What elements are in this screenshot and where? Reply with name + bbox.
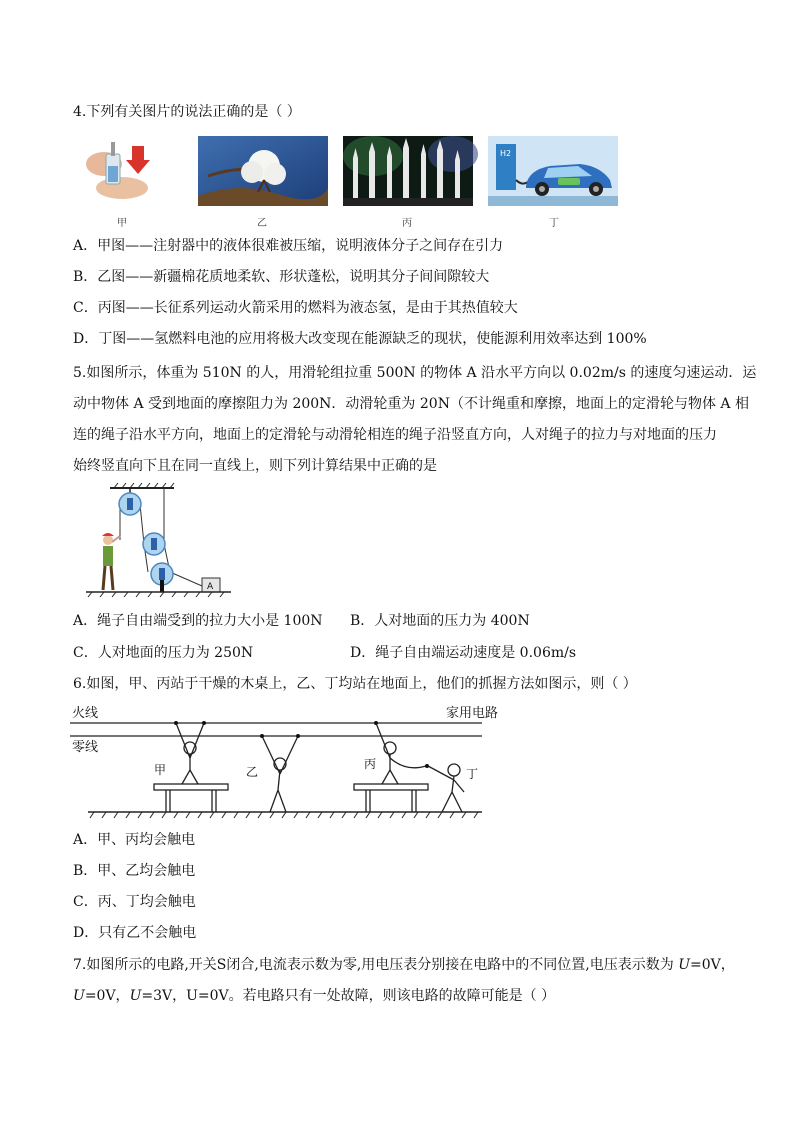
q4-stem: 4.下列有关图片的说法正确的是（ ）: [73, 104, 301, 120]
q7-line-1: [73, 956, 735, 974]
hydrogen-car-illustration: [488, 136, 618, 206]
q4-option-d: D．丁图——氢燃料电池的应用将极大改变现在能源缺乏的现状，使能源利用效率达到 100%: [73, 331, 647, 347]
person-jia-label: 甲: [154, 763, 167, 777]
q6-stem: 6.如图，甲、丙站于干燥的木桌上，乙、丁均站在地面上，他们的抓握方法如图示，则（ ）: [73, 676, 637, 692]
q5-stem-line-2: 动中物体 A 受到地面的摩擦阻力为 200N．动滑轮重为 20N（不计绳重和摩擦，地面上的定滑轮与物体 A 相: [73, 396, 749, 412]
q5-stem-line-4: 始终竖直向下且在同一直线上，则下列计算结果中正确的是: [73, 458, 437, 474]
block-a-label: A: [207, 582, 214, 592]
caption-ding: 丁: [549, 218, 559, 229]
q7-u2: U=0V，: [73, 988, 130, 1004]
q5-option-b: B．人对地面的压力为 400N: [350, 613, 530, 629]
q7-line-1-text: 7.如图所示的电路,开关S闭合,电流表示数为零,用电压表分别接在电路中的不同位置,电压表示数为: [73, 957, 679, 973]
person-bing-label: 丙: [364, 757, 377, 771]
q6-option-c: C．丙、丁均会触电: [73, 894, 196, 910]
q7-line-2: [73, 987, 555, 1005]
q7-line-2-rest: U=0V。若电路只有一处故障，则该电路的故障可能是（ ）: [186, 988, 556, 1004]
q4-image-jia-syringe: [82, 136, 162, 206]
syringe-illustration: [82, 136, 162, 206]
caption-jia: 甲: [117, 218, 127, 229]
q5-pulley-figure: [86, 480, 236, 602]
q5-stem-line-3: 连的绳子沿水平方向，地面上的定滑轮与动滑轮相连的绳子沿竖直方向，人对绳子的拉力与对地面的压力: [73, 427, 717, 443]
q6-option-a: A．甲、丙均会触电: [73, 832, 196, 848]
pulley-system-illustration: [86, 480, 236, 602]
q6-option-b: B．甲、乙均会触电: [73, 863, 196, 879]
q5-option-a: A．绳子自由端受到的拉力大小是 100N: [73, 613, 323, 629]
q6-option-d: D．只有乙不会触电: [73, 925, 197, 941]
rockets-illustration: [343, 136, 473, 206]
q4-image-ding-hydrogen-car: [488, 136, 618, 206]
household-circuit-illustration: [70, 700, 499, 822]
person-yi-label: 乙: [246, 765, 259, 779]
q4-image-yi-cotton: [198, 136, 328, 206]
neutral-wire-label: 零线: [72, 739, 99, 754]
q5-option-d: D．绳子自由端运动速度是 0.06m/s: [350, 645, 577, 661]
q5-stem-line-1: 5.如图所示，体重为 510N 的人，用滑轮组拉重 500N 的物体 A 沿水平方向以 0.02m/s 的速度匀速运动．运: [73, 365, 757, 381]
live-wire-label: 火线: [72, 705, 99, 720]
q4-image-bing-rockets: [343, 136, 473, 206]
q7-u3: U=3V，: [129, 988, 187, 1004]
h2-label: H2: [500, 149, 512, 158]
q6-circuit-figure: [70, 700, 499, 822]
q7-u1: U=0V，: [678, 957, 735, 973]
q4-option-c: C．丙图——长征系列运动火箭采用的燃料为液态氢，是由于其热值较大: [73, 300, 518, 316]
q4-option-b: B．乙图——新疆棉花质地柔软、形状蓬松，说明其分子间间隙较大: [73, 269, 490, 285]
caption-bing: 丙: [402, 218, 412, 229]
circuit-label: 家用电路: [446, 705, 499, 720]
cotton-illustration: [198, 136, 328, 206]
q4-option-a: A．甲图——注射器中的液体很难被压缩，说明液体分子之间存在引力: [73, 238, 504, 254]
person-ding-label: 丁: [466, 767, 479, 781]
caption-yi: 乙: [257, 218, 267, 229]
q5-option-c: C．人对地面的压力为 250N: [73, 645, 254, 661]
